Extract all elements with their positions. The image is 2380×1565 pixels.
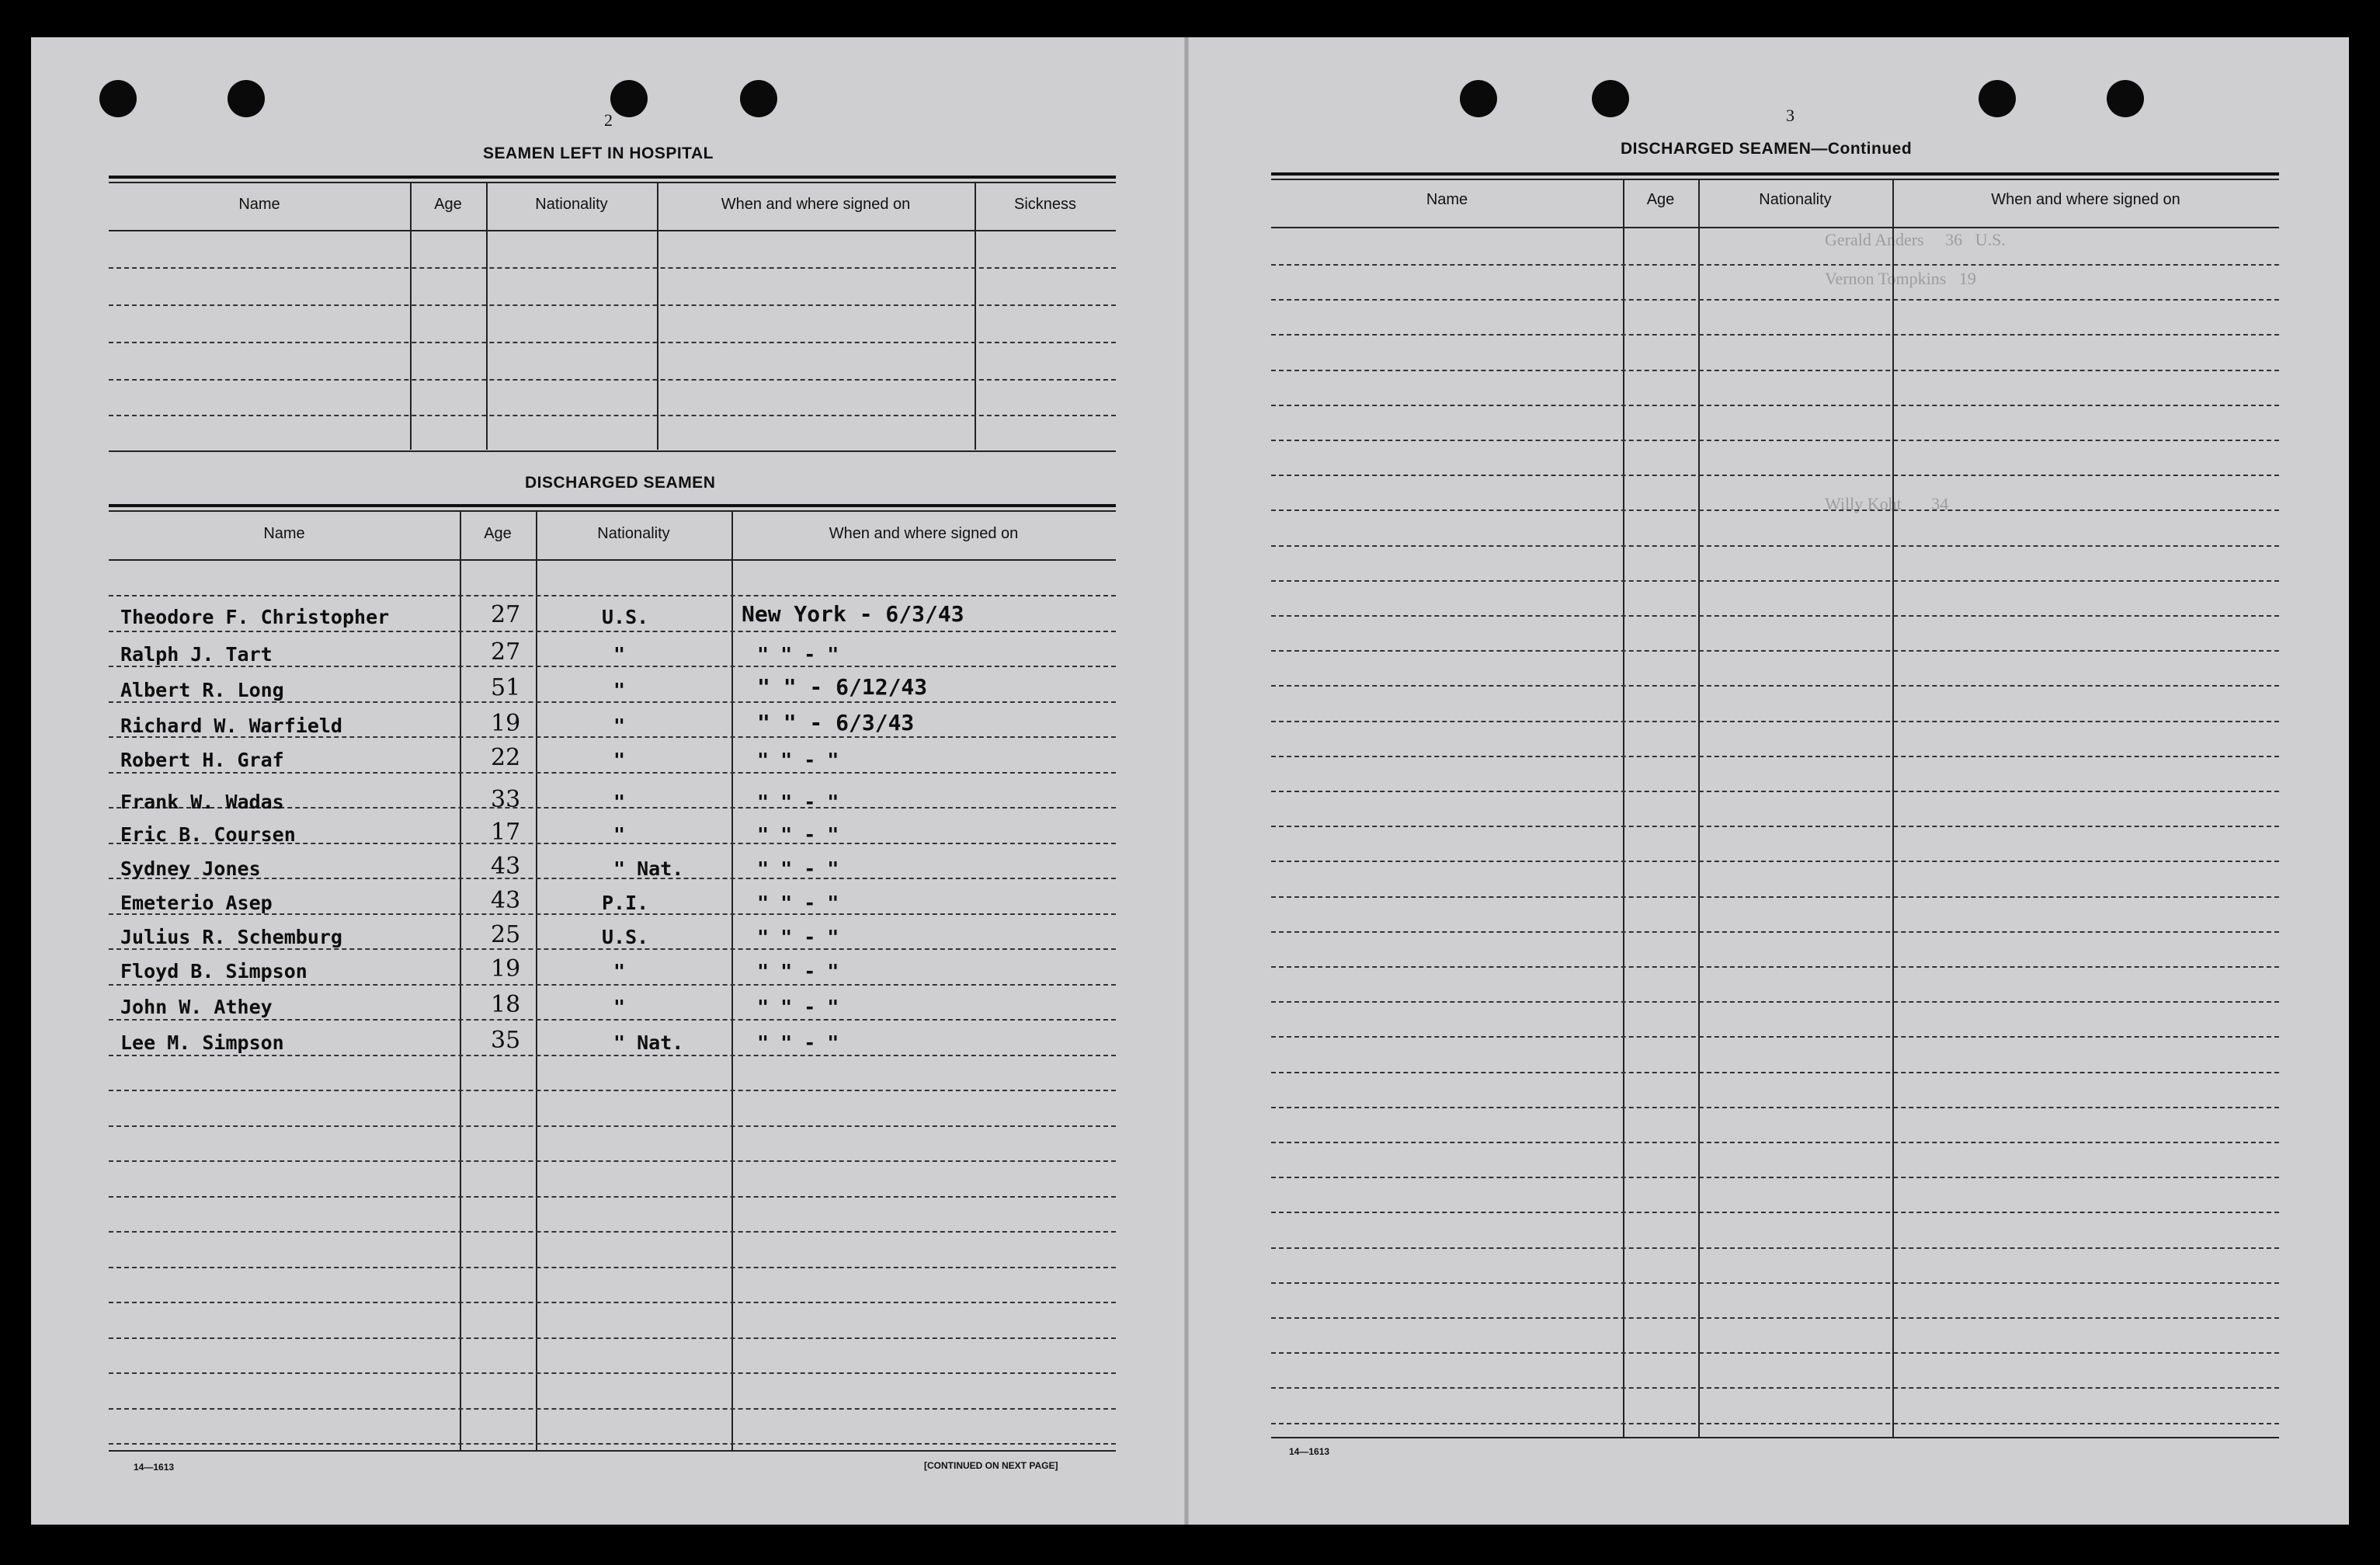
row-line [109,595,1116,596]
discharged-age-header: Age [484,525,512,542]
row-line [109,342,1116,343]
row-line [1271,1247,2279,1249]
row-line [1271,545,2279,547]
row-line [1271,1387,2279,1389]
punch-hole [610,80,648,117]
discharged-nationality-header: Nationality [597,525,670,542]
table-row-signed-on: " " - 6/12/43 [757,674,928,700]
table-rule [109,1450,1116,1452]
row-line [109,1231,1116,1233]
table-row-age: 27 [491,601,521,628]
table-row-age: 43 [491,887,521,914]
row-line [109,984,1116,986]
row-line [1271,580,2279,582]
page-number: 2 [604,110,613,130]
punch-hole [1979,80,2016,117]
table-row-name: Emeterio Asep [120,892,273,914]
table-row-name: Richard W. Warfield [120,715,342,737]
punch-hole [99,80,137,117]
table-row-name: Frank W. Wadas [120,791,284,813]
punch-hole [228,80,265,117]
row-line [109,1196,1116,1198]
table-row-signed-on: " " - " [757,996,839,1018]
table-row-name: Floyd B. Simpson [120,960,307,982]
continued-nationality-header: Nationality [1759,191,1832,208]
row-line [1271,475,2279,476]
table-row-name: John W. Athey [120,996,273,1018]
table-row-signed-on: " " - " [757,823,839,846]
row-line [1271,721,2279,722]
row-line [1271,440,2279,441]
table-row-age: 43 [491,853,521,880]
row-line [109,1408,1116,1410]
table-row-nationality: P.I. [602,892,649,914]
row-line [109,379,1116,381]
row-line [1271,861,2279,862]
punch-hole [1592,80,1629,117]
table-row-nationality: " [613,791,626,813]
hospital-signed-header: When and where signed on [721,196,911,213]
table-row-nationality: U.S. [602,926,649,948]
table-row-nationality: " [613,749,626,771]
continued-age-header: Age [1646,191,1675,208]
hospital-age-header: Age [434,196,462,213]
row-line [1271,966,2279,968]
row-line [1271,1282,2279,1284]
hospital-nationality-header: Nationality [535,196,608,213]
row-line [1271,1001,2279,1003]
table-rule [109,510,1116,512]
table-row-name: Ralph J. Tart [120,643,273,666]
row-line [109,1055,1116,1056]
table-rule [1271,179,2279,180]
table-rule [109,559,1116,561]
row-line [1271,791,2279,792]
form-number: 14—1613 [134,1462,175,1473]
row-line [1271,1177,2279,1178]
discharged-section-title: DISCHARGED SEAMEN [525,474,716,492]
row-line [1271,264,2279,266]
table-row-age: 25 [491,921,521,948]
column-divider [657,182,658,450]
hospital-name-header: Name [238,196,280,213]
row-line [1271,299,2279,301]
hospital-sickness-header: Sickness [1013,196,1077,213]
discharged-continued-title: DISCHARGED SEAMEN—Continued [1621,140,1913,158]
table-rule [109,176,1116,179]
row-line [109,1090,1116,1091]
column-divider [486,182,488,450]
table-row-name: Lee M. Simpson [120,1031,284,1054]
form-number: 14—1613 [1289,1446,1330,1457]
table-row-age: 51 [491,674,521,701]
row-line [1271,1107,2279,1108]
table-row-name: Theodore F. Christopher [120,606,390,628]
row-line [1271,370,2279,371]
table-row-nationality: " [613,715,626,737]
continued-signed-header: When and where signed on [1991,191,2180,208]
punch-hole [1460,80,1497,117]
table-row-signed-on: " " - " [757,892,839,914]
row-line [109,1160,1116,1162]
row-line [1271,1317,2279,1319]
table-row-nationality: " [613,996,626,1018]
table-row-name: Sydney Jones [120,857,261,880]
table-row-name: Robert H. Graf [120,749,284,771]
page-fold [1184,37,1189,1525]
row-line [1271,826,2279,827]
row-line [1271,685,2279,687]
row-line [1271,1352,2279,1354]
table-row-age: 22 [491,744,521,771]
row-line [1271,405,2279,406]
row-line [109,1372,1116,1374]
row-line [109,1302,1116,1303]
table-rule [1271,1437,2279,1438]
table-row-signed-on: " " - " [757,926,839,948]
punch-hole [740,80,777,117]
table-rule [109,450,1116,452]
column-divider [410,182,412,450]
row-line [1271,931,2279,933]
row-line [1271,1072,2279,1073]
bleed-through-text: Willy Koht 34 [1825,494,1949,513]
row-line [109,415,1116,416]
table-row-age: 35 [491,1027,521,1054]
row-line [1271,334,2279,336]
row-line [1271,896,2279,898]
row-line [109,1267,1116,1268]
row-line [1271,1142,2279,1143]
table-row-age: 17 [491,819,521,846]
row-line [1271,650,2279,652]
continued-note: [CONTINUED ON NEXT PAGE] [924,1460,1058,1471]
row-line [109,267,1116,269]
table-row-nationality: " [613,823,626,846]
table-row-name: Julius R. Schemburg [120,926,342,948]
table-row-signed-on: " " - " [757,960,839,982]
column-divider [975,182,976,450]
table-row-nationality: U.S. [602,606,649,628]
row-line [1271,1212,2279,1213]
table-rule [109,182,1116,183]
column-divider [731,510,733,1450]
hospital-section-title: SEAMEN LEFT IN HOSPITAL [483,144,714,162]
row-line [109,1019,1116,1021]
row-line [1271,1423,2279,1424]
table-row-nationality: " Nat. [613,857,684,880]
table-row-signed-on: New York - 6/3/43 [742,601,964,627]
table-row-signed-on: " " - " [757,791,839,813]
table-row-age: 18 [491,991,521,1018]
table-row-age: 27 [491,638,521,666]
column-divider [536,510,537,1450]
row-line [109,666,1116,667]
table-rule [1271,227,2279,228]
table-row-age: 19 [491,955,521,982]
table-rule [109,504,1116,507]
row-line [109,1443,1116,1445]
row-line [1271,1036,2279,1038]
row-line [1271,756,2279,757]
continued-name-header: Name [1426,191,1468,208]
table-row-age: 33 [491,786,521,813]
row-line [109,701,1116,703]
row-line [109,631,1116,632]
table-row-nationality: " [613,960,626,982]
table-row-signed-on: " " - " [757,857,839,880]
row-line [109,772,1116,774]
row-line [109,948,1116,950]
table-row-signed-on: " " - 6/3/43 [757,710,915,736]
table-row-age: 19 [491,710,521,737]
table-row-signed-on: " " - " [757,749,839,771]
table-row-nationality: " [613,643,626,666]
page-number: 3 [1786,106,1795,125]
row-line [109,1125,1116,1127]
row-line [1271,615,2279,617]
column-divider [460,510,461,1450]
table-row-signed-on: " " - " [757,1031,839,1054]
row-line [109,304,1116,306]
table-rule [109,230,1116,231]
bleed-through-text: Gerald Anders 36 U.S. [1825,230,2006,249]
table-rule [1271,172,2279,176]
table-row-nationality: " Nat. [613,1031,684,1054]
punch-hole [2107,80,2144,117]
row-line [1271,509,2279,511]
table-row-nationality: " [613,679,626,701]
discharged-name-header: Name [263,525,305,542]
row-line [109,1337,1116,1339]
table-row-name: Eric B. Coursen [120,823,296,846]
table-row-name: Albert R. Long [120,679,284,701]
table-row-signed-on: " " - " [757,643,839,666]
discharged-signed-header: When and where signed on [829,525,1019,542]
bleed-through-text: Vernon Tompkins 19 [1825,269,1976,288]
